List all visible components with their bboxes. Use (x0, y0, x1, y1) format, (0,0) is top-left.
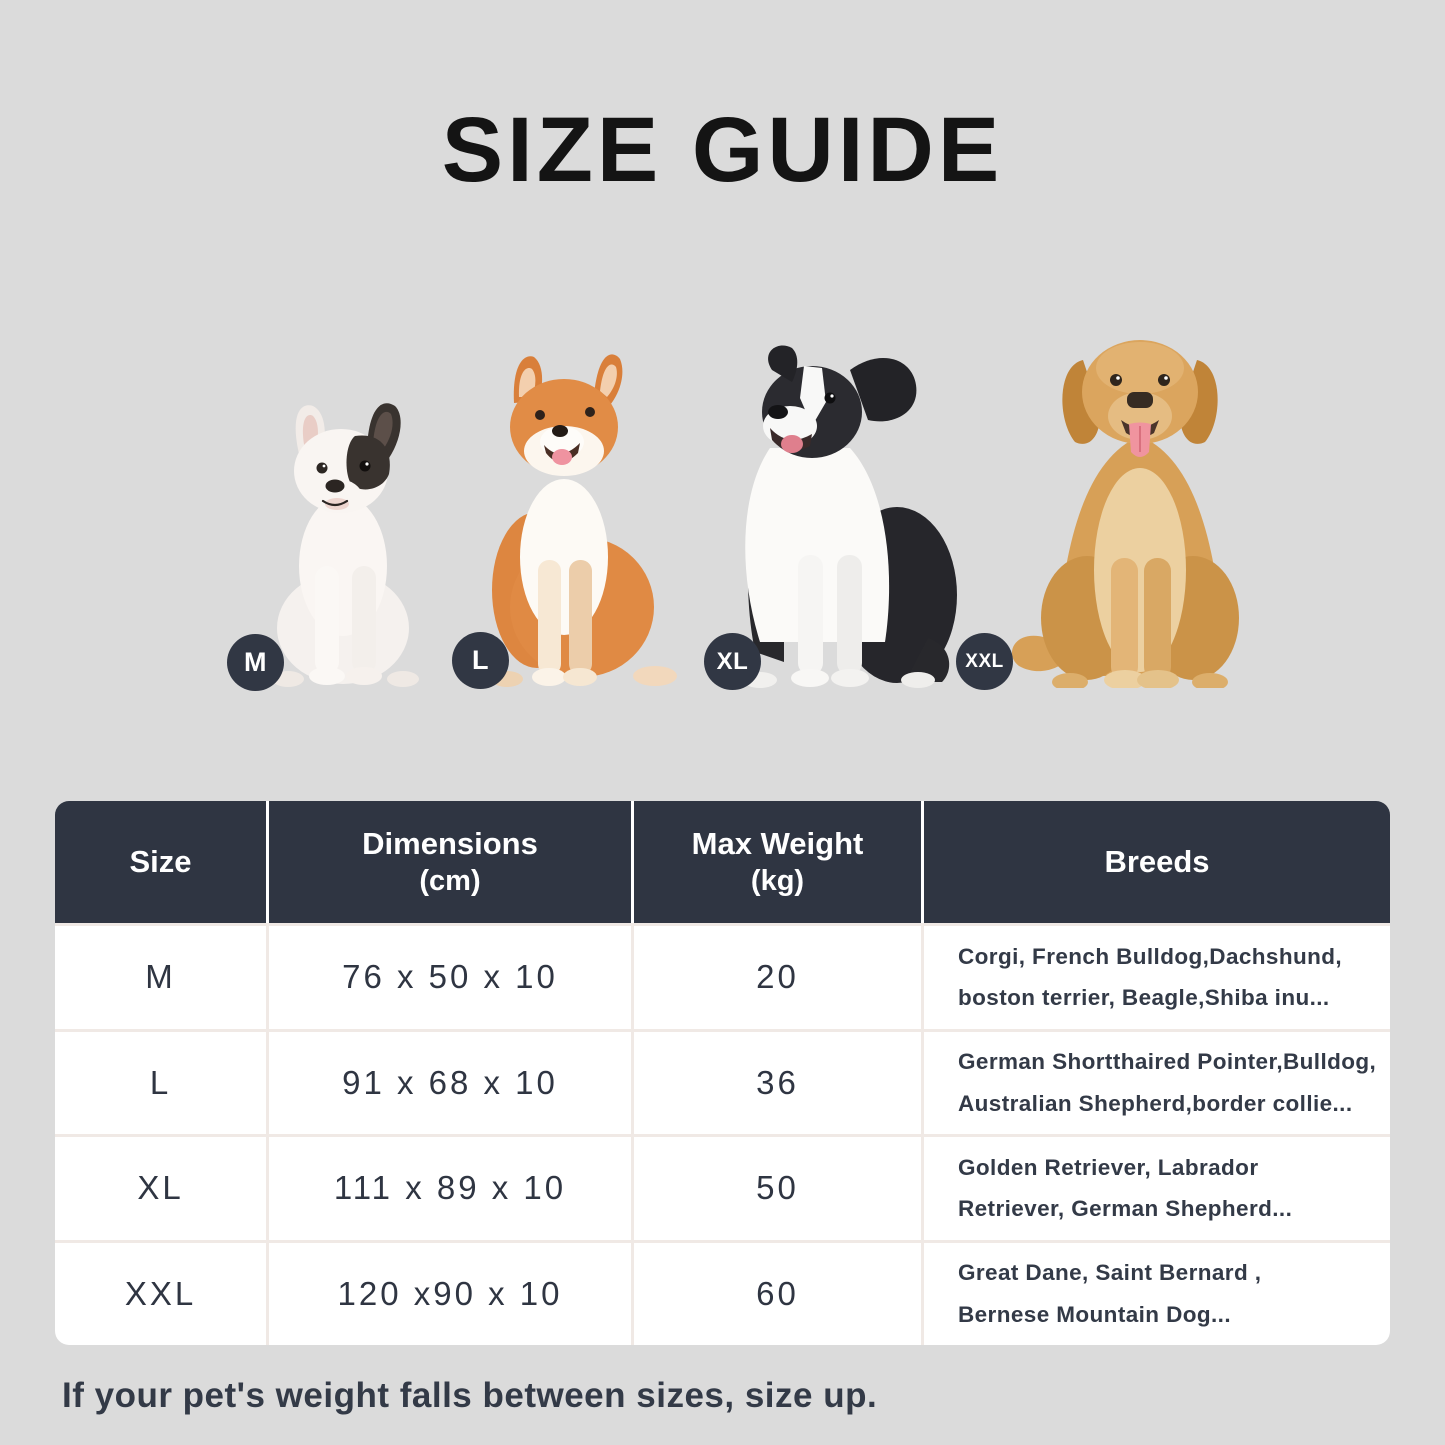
size-badge-xxl: XXL (956, 633, 1013, 690)
table-row-xxl-dimensions: 120 x90 x 10 (269, 1240, 634, 1346)
column-header-max-weight-unit: (kg) (750, 865, 805, 898)
table-row-m-breeds-line2: boston terrier, Beagle,Shiba inu... (958, 985, 1330, 1011)
table-row-xxl-breeds-line1: Great Dane, Saint Bernard , (958, 1260, 1262, 1286)
column-header-breeds (924, 801, 1390, 923)
table-row-m-max-weight: 20 (634, 923, 924, 1029)
column-header-max-weight-label: Max Weight (691, 825, 864, 861)
size-badge-l: L (452, 632, 509, 689)
sizing-advice-note: If your pet's weight falls between sizes, size up. (62, 1376, 878, 1415)
table-row-m-size: M (55, 923, 269, 1029)
table-row-m-dimensions: 76 x 50 x 10 (269, 923, 634, 1029)
size-badge-xl: XL (704, 633, 761, 690)
table-row-m-breeds-line1: Corgi, French Bulldog,Dachshund, (958, 943, 1343, 969)
column-header-dimensions-label: Dimensions (362, 825, 538, 861)
dog-size-illustration-row (0, 290, 1445, 700)
golden-retriever-photo (995, 308, 1285, 688)
table-row-xl-size: XL (55, 1134, 269, 1240)
table-row-xl-max-weight: 50 (634, 1134, 924, 1240)
size-guide-table (55, 801, 1390, 1345)
column-header-size-label: Size (129, 843, 192, 879)
table-row-xl-breeds-line1: Golden Retriever, Labrador (958, 1154, 1259, 1180)
table-row-xxl-breeds (924, 1240, 1390, 1346)
table-row-m-breeds (924, 923, 1390, 1029)
table-row-l-size: L (55, 1029, 269, 1135)
table-row-l-max-weight: 36 (634, 1029, 924, 1135)
size-badge-m: M (227, 634, 284, 691)
table-row-l-breeds (924, 1029, 1390, 1135)
page-title: SIZE GUIDE (441, 99, 1004, 201)
table-row-xxl-breeds-line2: Bernese Mountain Dog... (958, 1301, 1231, 1327)
table-row-xl-breeds-line2: Retriever, German Shepherd... (958, 1196, 1293, 1222)
table-row-l-breeds-line2: Australian Shepherd,border collie... (958, 1090, 1353, 1116)
column-header-size (55, 801, 269, 923)
column-header-dimensions (269, 801, 634, 923)
column-header-dimensions-unit: (cm) (419, 865, 481, 898)
column-header-breeds-label: Breeds (1104, 843, 1210, 879)
table-row-xxl-size: XXL (55, 1240, 269, 1346)
golden-retriever-illustration (995, 308, 1285, 688)
table-row-xl-dimensions: 111 x 89 x 10 (269, 1134, 634, 1240)
column-header-max-weight (634, 801, 924, 923)
table-row-xxl-max-weight: 60 (634, 1240, 924, 1346)
table-row-l-breeds-line1: German Shortthaired Pointer,Bulldog, (958, 1049, 1377, 1075)
table-row-l-dimensions: 91 x 68 x 10 (269, 1029, 634, 1135)
table-row-xl-breeds (924, 1134, 1390, 1240)
